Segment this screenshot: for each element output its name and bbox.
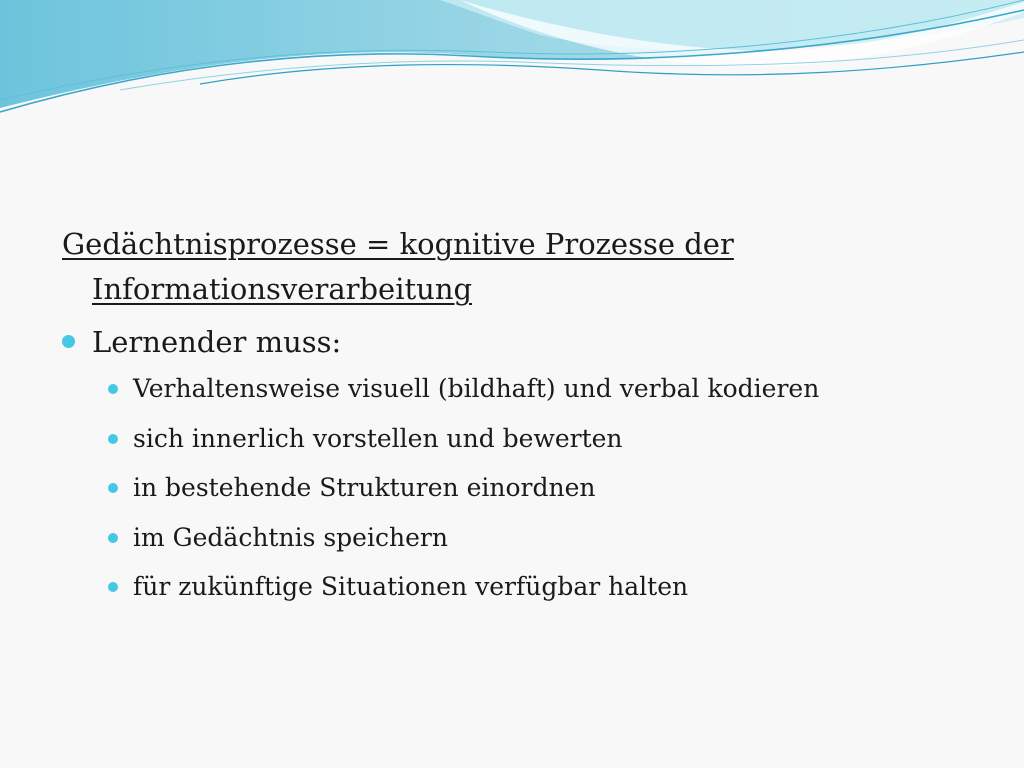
wave-header-decoration xyxy=(0,0,1024,140)
sub-bullet-text: für zukünftige Situationen verfügbar halten xyxy=(133,572,689,601)
content-area xyxy=(62,222,982,620)
sub-bullet-list xyxy=(62,372,982,604)
sub-bullet-text: im Gedächtnis speichern xyxy=(133,522,448,552)
sub-bullet-item xyxy=(62,372,982,406)
sub-bullet-item xyxy=(62,422,982,456)
sub-bullet-item xyxy=(62,471,982,505)
slide-heading xyxy=(62,222,982,312)
sub-bullet-text: Verhaltensweise visuell (bildhaft) und verbal kodieren xyxy=(133,374,820,403)
bullet-dot-icon xyxy=(108,434,118,444)
bullet-dot-icon xyxy=(108,533,118,543)
bullet-dot-icon xyxy=(62,335,75,348)
bullet-dot-icon xyxy=(108,483,118,493)
heading-line-2: Informationsverarbeitung xyxy=(92,272,473,306)
sub-bullet-text: in bestehende Strukturen einordnen xyxy=(133,473,596,502)
bullet-item-level1 xyxy=(62,322,982,362)
heading-line-1: Gedächtnisprozesse = kognitive Prozesse der xyxy=(62,227,734,261)
bullet-text-level1: Lernender muss: xyxy=(92,325,342,359)
sub-bullet-item xyxy=(62,570,982,604)
bullet-dot-icon xyxy=(108,384,118,394)
bullet-dot-icon xyxy=(108,582,118,592)
sub-bullet-item xyxy=(62,521,982,555)
sub-bullet-text: sich innerlich vorstellen und bewerten xyxy=(133,423,623,453)
